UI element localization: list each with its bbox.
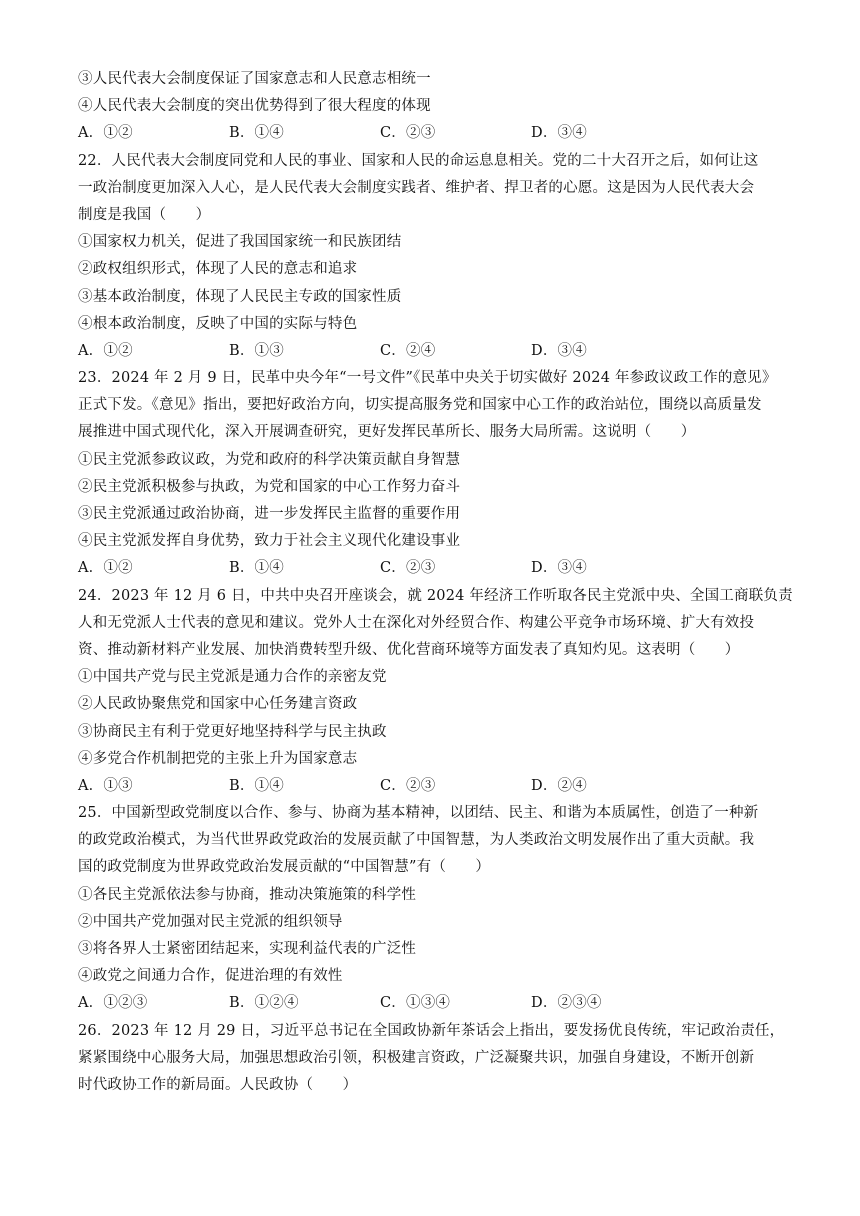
answer-options	[78, 555, 784, 582]
choice-item: ①国家权力机关，促进了我国国家统一和民族团结	[78, 234, 402, 251]
option-b[interactable]: B．①④	[229, 777, 284, 794]
choice-item: ②民主党派积极参与执政，为党和国家的中心工作努力奋斗	[78, 478, 461, 495]
option-b[interactable]: B．①④	[229, 125, 284, 142]
choice-item: ②人民政协聚焦党和国家中心任务建言资政	[78, 696, 358, 713]
question-24	[78, 583, 793, 801]
choice-item: ①各民主党派依法参与协商，推动决策施策的科学性	[78, 886, 417, 903]
question-stem: 时代政协工作的新局面。人民政协（ ）	[78, 1076, 358, 1093]
question-stem: 23．2024 年 2 月 9 日，民革中央今年“一号文件”《民革中央关于切实做好 2024 年参政议政工作的意见》	[78, 370, 777, 387]
option-d[interactable]: D．②③④	[531, 995, 602, 1012]
choice-item: ③基本政治制度，体现了人民民主专政的国家性质	[78, 288, 402, 305]
option-b[interactable]: B．①③	[229, 342, 284, 359]
exam-page	[78, 66, 793, 1099]
choice-item: ③人民代表大会制度保证了国家意志和人民意志相统一	[78, 71, 431, 87]
question-stem: 资、推动新材料产业发展、加快消费转型升级、优化营商环境等方面发表了真知灼见。这表明（ ）	[78, 641, 740, 658]
option-b[interactable]: B．①④	[229, 560, 284, 577]
question-stem: 的政党政治模式，为当代世界政党政治的发展贡献了中国智慧，为人类政治文明发展作出了重大贡献。我	[78, 832, 755, 849]
choice-item: ①民主党派参政议政，为党和政府的科学决策贡献自身智慧	[78, 451, 461, 468]
option-a[interactable]: A．①③	[78, 777, 133, 794]
question-stem: 国的政党制度为世界政党政治发展贡献的“中国智慧”有（ ）	[78, 859, 491, 876]
option-b[interactable]: B．①②④	[229, 995, 299, 1012]
question-23	[78, 365, 784, 583]
choice-item: ③民主党派通过政治协商，进一步发挥民主监督的重要作用	[78, 506, 461, 522]
option-a[interactable]: A．①②	[78, 125, 133, 142]
question-26	[78, 1018, 784, 1100]
option-c[interactable]: C．②③	[380, 125, 436, 142]
answer-options	[78, 120, 784, 147]
option-c[interactable]: C．②③	[380, 777, 436, 794]
option-c[interactable]: C．②④	[380, 342, 436, 359]
answer-options	[78, 773, 784, 800]
question-21-continued	[78, 66, 784, 148]
choice-item: ④人民代表大会制度的突出优势得到了很大程度的体现	[78, 98, 431, 115]
choice-item: ④民主党派发挥自身优势，致力于社会主义现代化建设事业	[78, 533, 461, 550]
option-a[interactable]: A．①②	[78, 342, 133, 359]
choice-item: ③协商民主有利于党更好地坚持科学与民主执政	[78, 723, 387, 740]
option-a[interactable]: A．①②	[78, 560, 133, 577]
answer-options	[78, 338, 784, 365]
question-stem: 展推进中国式现代化，深入开展调查研究，更好发挥民革所长、服务大局所需。这说明（ ）	[78, 424, 696, 441]
option-a[interactable]: A．①②③	[78, 995, 148, 1012]
option-c[interactable]: C．①③④	[380, 995, 451, 1012]
choice-item: ③将各界人士紧密团结起来，实现利益代表的广泛性	[78, 941, 417, 957]
choice-item: ④多党合作机制把党的主张上升为国家意志	[78, 750, 358, 767]
question-stem: 22．人民代表大会制度同党和人民的事业、国家和人民的命运息息相关。党的二十大召开之后，如何让这	[78, 152, 759, 169]
option-c[interactable]: C．②③	[380, 560, 436, 577]
choice-item: ④政党之间通力合作，促进治理的有效性	[78, 968, 343, 985]
question-stem: 26．2023 年 12 月 29 日，习近平总书记在全国政协新年茶话会上指出，要发扬优良传统，牢记政治责任，	[78, 1022, 785, 1039]
question-stem: 24．2023 年 12 月 6 日，中共中央召开座谈会，就 2024 年经济工作听取各民主党派中央、全国工商联负责	[78, 587, 793, 604]
choice-item: ②中国共产党加强对民主党派的组织领导	[78, 913, 343, 930]
question-stem: 25．中国新型政党制度以合作、参与、协商为基本精神，以团结、民主、和谐为本质属性，创造了一种新	[78, 805, 759, 822]
choice-item: ②政权组织形式，体现了人民的意志和追求	[78, 261, 358, 278]
option-d[interactable]: D．③④	[531, 125, 587, 142]
question-stem: 一政治制度更加深入人心，是人民代表大会制度实践者、维护者、捍卫者的心愿。这是因为人民代表大会	[78, 179, 755, 196]
question-22	[78, 148, 784, 366]
question-stem: 紧紧围绕中心服务大局，加强思想政治引领，积极建言资政，广泛凝聚共识，加强自身建设，不断开创新	[78, 1049, 755, 1066]
question-stem: 制度是我国（ ）	[78, 206, 211, 223]
option-d[interactable]: D．③④	[531, 560, 587, 577]
option-d[interactable]: D．②④	[531, 777, 587, 794]
choice-item: ④根本政治制度，反映了中国的实际与特色	[78, 315, 358, 332]
question-stem: 人和无党派人士代表的意见和建议。党外人士在深化对外经贸合作、构建公平竞争市场环境、扩大有效投	[78, 614, 755, 631]
question-stem: 正式下发。《意见》指出，要把好政治方向，切实提高服务党和国家中心工作的政治站位，围绕以高质量发	[78, 397, 762, 414]
choice-item: ①中国共产党与民主党派是通力合作的亲密友党	[78, 669, 387, 686]
option-d[interactable]: D．③④	[531, 342, 587, 359]
question-25	[78, 800, 784, 1018]
answer-options	[78, 990, 784, 1017]
